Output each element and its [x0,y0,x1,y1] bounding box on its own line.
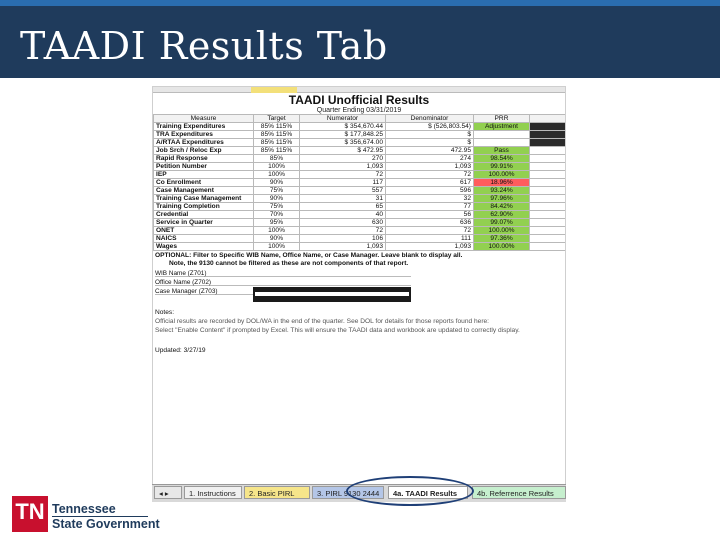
result-cell[interactable]: 99.07% [474,219,530,227]
spreadsheet-view [152,86,566,502]
target-cell[interactable]: 75% [254,187,300,195]
blank-cell[interactable] [530,243,567,251]
table-row [154,131,567,139]
denominator-cell[interactable]: 617 [386,179,474,187]
header-result[interactable]: PRR [474,115,530,123]
denominator-cell[interactable]: $ [386,131,474,139]
table-row [154,203,567,211]
slide-title: TAADI Results Tab [20,24,388,68]
blank-cell[interactable] [530,203,567,211]
table-row [154,211,567,219]
measure-cell[interactable]: Credential [154,211,254,219]
denominator-cell[interactable]: $ (526,803.54) [386,123,474,131]
target-cell[interactable]: 85% 115% [254,131,300,139]
measure-cell[interactable]: ONET [154,227,254,235]
numerator-cell[interactable]: $ 354,670.44 [300,123,386,131]
header-denominator[interactable]: Denominator [386,115,474,123]
target-cell[interactable]: 100% [254,227,300,235]
tab-scroll-buttons[interactable]: ◂ ▸ [154,486,182,499]
denominator-cell[interactable]: 72 [386,227,474,235]
denominator-cell[interactable]: 1,093 [386,163,474,171]
blank-cell[interactable] [530,219,567,227]
table-row [154,139,567,147]
header-blank[interactable] [530,115,567,123]
measure-cell[interactable]: Case Management [154,187,254,195]
target-cell[interactable]: 100% [254,171,300,179]
numerator-cell[interactable]: 31 [300,195,386,203]
target-cell[interactable]: 85% 115% [254,147,300,155]
blank-cell[interactable] [530,179,567,187]
table-row [154,171,567,179]
measure-cell[interactable]: Co Enrollment [154,179,254,187]
target-cell[interactable]: 100% [254,163,300,171]
target-cell[interactable]: 70% [254,211,300,219]
tn-logo-text: TN [15,499,45,524]
numerator-cell[interactable]: 117 [300,179,386,187]
blank-cell[interactable] [530,227,567,235]
header-numerator[interactable]: Numerator [300,115,386,123]
target-cell[interactable]: 90% [254,179,300,187]
tab-basic-pirl[interactable]: 2. Basic PIRL [244,486,310,499]
results-table [153,114,566,251]
numerator-cell[interactable]: 1,093 [300,243,386,251]
denominator-cell[interactable]: $ [386,139,474,147]
denominator-cell[interactable]: 32 [386,195,474,203]
result-cell[interactable]: 84.42% [474,203,530,211]
numerator-cell[interactable]: 72 [300,227,386,235]
optional-filter-instructions: OPTIONAL: Filter to Specific WIB Name, Office Name, or Case Manager. Leave blank to display all. [155,252,463,259]
result-cell[interactable]: 99.91% [474,163,530,171]
result-cell[interactable]: Pass [474,147,530,155]
blank-cell[interactable] [530,123,567,131]
numerator-cell[interactable]: $ 177,848.25 [300,131,386,139]
blank-cell[interactable] [530,163,567,171]
result-cell[interactable]: 93.24% [474,187,530,195]
denominator-cell[interactable]: 1,093 [386,243,474,251]
notes-label: Notes: [155,309,175,316]
result-cell[interactable]: Adjustment [474,123,530,131]
tab-reference-results[interactable]: 4b. Referrence Results [472,486,566,499]
measure-cell[interactable]: Rapid Response [154,155,254,163]
denominator-cell[interactable]: 77 [386,203,474,211]
numerator-cell[interactable]: 270 [300,155,386,163]
notes-line-1: Official results are recorded by DOL/WA in the end of the quarter. See DOL for details for those reports found here: [155,318,490,325]
filter-office-name[interactable]: Office Name (Z702) [155,279,411,286]
blank-cell[interactable] [530,155,567,163]
measure-cell[interactable]: Wages [154,243,254,251]
numerator-cell[interactable]: 65 [300,203,386,211]
tab-taadi-results[interactable]: 4a. TAADI Results [388,486,468,499]
highlight-oval [346,476,474,506]
numerator-cell[interactable]: 630 [300,219,386,227]
filter-case-manager[interactable]: Case Manager (Z703) [155,288,253,295]
result-cell[interactable]: 100.00% [474,227,530,235]
notes-line-2: Select "Enable Content" if prompted by Excel. This will ensure the TAADI data and workbook are updated to correctly display. [155,327,520,334]
target-cell[interactable]: 75% [254,203,300,211]
denominator-cell[interactable]: 596 [386,187,474,195]
denominator-cell[interactable]: 56 [386,211,474,219]
target-cell[interactable]: 85% 115% [254,139,300,147]
results-subtitle: Quarter Ending 03/31/2019 [316,107,402,114]
numerator-cell[interactable]: $ 356,674.00 [300,139,386,147]
numerator-cell[interactable]: 106 [300,235,386,243]
logo-line-state-government: State Government [52,517,160,531]
blank-cell[interactable] [530,187,567,195]
denominator-cell[interactable]: 636 [386,219,474,227]
blank-cell[interactable] [530,211,567,219]
numerator-cell[interactable]: 1,093 [300,163,386,171]
numerator-cell[interactable]: $ 472.95 [300,147,386,155]
blank-cell[interactable] [530,195,567,203]
result-cell[interactable] [474,139,530,147]
result-cell[interactable]: 62.90% [474,211,530,219]
result-cell[interactable]: 97.96% [474,195,530,203]
denominator-cell[interactable]: 111 [386,235,474,243]
blank-cell[interactable] [530,139,567,147]
numerator-cell[interactable]: 40 [300,211,386,219]
measure-cell[interactable]: NAICS [154,235,254,243]
results-header-row [154,115,567,123]
denominator-cell[interactable]: 274 [386,155,474,163]
result-cell[interactable]: 18.96% [474,179,530,187]
table-row [154,179,567,187]
measure-cell[interactable]: Job Srch / Reloc Exp [154,147,254,155]
denominator-cell[interactable]: 472.95 [386,147,474,155]
denominator-cell[interactable]: 72 [386,171,474,179]
results-body [154,123,567,251]
table-row [154,195,567,203]
blank-cell[interactable] [530,171,567,179]
measure-cell[interactable]: Training Expenditures [154,123,254,131]
measure-cell[interactable]: A/RTAA Expenditures [154,139,254,147]
target-cell[interactable]: 90% [254,195,300,203]
table-row [154,123,567,131]
target-cell[interactable]: 85% 115% [254,123,300,131]
blank-cell[interactable] [530,235,567,243]
title-bar [0,0,720,78]
measure-cell[interactable]: Training Completion [154,203,254,211]
numerator-cell[interactable]: 72 [300,171,386,179]
filter-input-area[interactable] [253,287,411,302]
optional-filter-note: Note, the 9130 cannot be filtered as these are not components of that report. [169,260,409,267]
measure-cell[interactable]: Petition Number [154,163,254,171]
table-row [154,163,567,171]
filter-wib-name[interactable]: WIB Name (Z701) [155,270,411,277]
result-cell[interactable]: 100.00% [474,171,530,179]
target-cell[interactable]: 90% [254,235,300,243]
measure-cell[interactable]: Training Case Management [154,195,254,203]
table-row [154,243,567,251]
table-row [154,219,567,227]
result-cell[interactable] [474,131,530,139]
results-title: TAADI Unofficial Results [288,93,430,107]
table-row [154,155,567,163]
blank-cell[interactable] [530,147,567,155]
numerator-cell[interactable]: 557 [300,187,386,195]
measure-cell[interactable]: TRA Expenditures [154,131,254,139]
header-target[interactable]: Target [254,115,300,123]
table-row [154,147,567,155]
target-cell[interactable]: 100% [254,243,300,251]
measure-cell[interactable]: Service in Quarter [154,219,254,227]
tab-pirl-9130[interactable]: 3. PIRL 9130 2444 [312,486,384,499]
result-cell[interactable]: 100.00% [474,243,530,251]
table-row [154,227,567,235]
logo-line-tennessee: Tennessee [52,502,116,516]
header-measure[interactable]: Measure [154,115,254,123]
measure-cell[interactable]: IEP [154,171,254,179]
result-cell[interactable]: 97.36% [474,235,530,243]
result-cell[interactable]: 98.54% [474,155,530,163]
target-cell[interactable]: 95% [254,219,300,227]
tab-instructions[interactable]: 1. Instructions [184,486,242,499]
table-row [154,187,567,195]
table-row [154,235,567,243]
blank-cell[interactable] [530,131,567,139]
target-cell[interactable]: 85% [254,155,300,163]
updated-date: Updated: 3/27/19 [155,347,206,354]
